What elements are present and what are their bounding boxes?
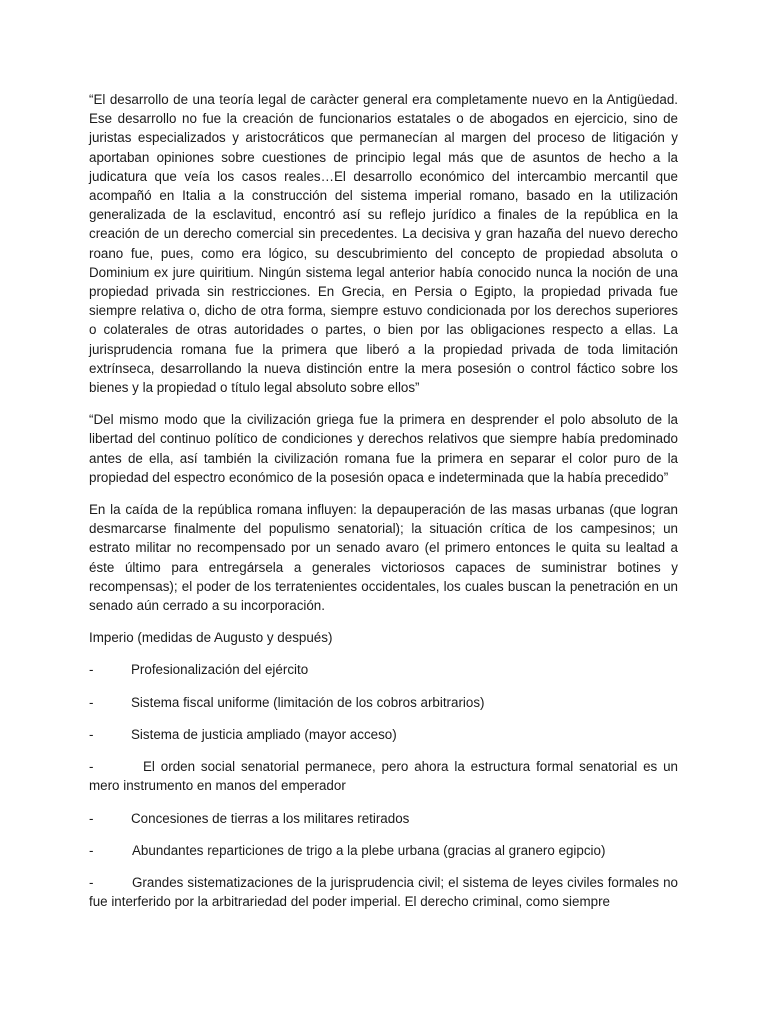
list-item	[89, 757, 678, 795]
bullet-marker: -	[89, 810, 94, 826]
list-item	[89, 809, 678, 828]
bullet-marker: -	[89, 759, 94, 775]
bullet-marker: -	[89, 694, 94, 710]
bullet-marker: -	[89, 874, 94, 890]
list-item	[89, 841, 678, 860]
list-item-text: Sistema fiscal uniforme (limitación de los cobros arbitrarios)	[131, 694, 485, 710]
list-item-text: Profesionalización del ejército	[131, 662, 309, 678]
list-item-text: Sistema de justicia ampliado (mayor acceso)	[131, 726, 397, 742]
quote-paragraph-2: “Del mismo modo que la civilización griega fue la primera en desprender el polo absoluto de la libertad del continuo político de condiciones y derechos relativos que siempre había predominado antes de ella, así también la civilización romana fue la primera en separar el color puro de la propiedad del espectro económico de la posesión opaca e indeterminada que la había precedido”	[89, 412, 678, 485]
bullet-marker: -	[89, 842, 94, 858]
list-item	[89, 873, 678, 911]
list-item-text: Abundantes reparticiones de trigo a la plebe urbana (gracias al granero egipcio)	[132, 842, 606, 858]
bullet-marker: -	[89, 726, 94, 742]
list-item	[89, 725, 678, 744]
document-body	[89, 90, 678, 924]
list-item	[89, 660, 678, 679]
bullet-marker: -	[89, 662, 94, 678]
list-item-text: El orden social senatorial permanece, pero ahora la estructura formal senatorial es un mero instrumento en manos del emperador	[89, 759, 678, 794]
list-heading: Imperio (medidas de Augusto y después)	[89, 630, 333, 646]
quote-paragraph-1: “El desarrollo de una teoría legal de caràcter general era completamente nuevo en la Antigüedad. Ese desarrollo no fue la creación de funcionarios estatales o de abogados en ejercicio, sino de juristas especializados y aristocráticos que permanecían al margen del proceso de litigación y aportaban opiniones sobre cuestiones de principio legal más que de asuntos de hecho a la judicatura que veía los casos reales…El desarrollo económico del intercambio mercantil que acompañó en Italia a la construcción del sistema imperial romano, basado en la utilización generalizada de la esclavitud, encontró así su reflejo jurídico a finales de la república en la creación de un derecho comercial sin precedentes. La decisiva y gran hazaña del nuevo derecho roano fue, pues, como era lógico, su descubrimiento del concepto de propiedad absoluta o Dominium ex jure quiritium. Ningún sistema legal anterior había conocido nunca la noción de una propiedad privada sin restricciones. En Grecia, en Persia o Egipto, la propiedad privada fue siempre relativa o, dicho de otra forma, siempre estuvo condicionada por los derechos superiores o colaterales de otras autoridades o partes, o bien por las obligaciones respecto a ellas. La jurisprudencia romana fue la primera que liberó a la propiedad privada de toda limitación extrínseca, desarrollando la nueva distinción entre la mera posesión o control fáctico sobre los bienes y la propiedad o título legal absoluto sobre ellos”	[89, 92, 678, 396]
list-item	[89, 693, 678, 712]
list-item-text: Concesiones de tierras a los militares retirados	[131, 810, 410, 826]
body-paragraph-republic-fall: En la caída de la república romana influyen: la depauperación de las masas urbanas (que logran desmarcarse finalmente del populismo senatorial); la situación crítica de los campesinos; un estrato militar no recompensado por un senado avaro (el primero entonces le quita su lealtad a éste último para entregársela a generales victoriosos capaces de suministrar botines y recompensas); el poder de los terratenientes occidentales, los cuales buscan la penetración en un senado aún cerrado a su incorporación.	[89, 502, 678, 614]
list-item-text: Grandes sistematizaciones de la jurisprudencia civil; el sistema de leyes civiles formales no fue interferido por la arbitrariedad del poder imperial. El derecho criminal, como siempre	[89, 874, 678, 910]
